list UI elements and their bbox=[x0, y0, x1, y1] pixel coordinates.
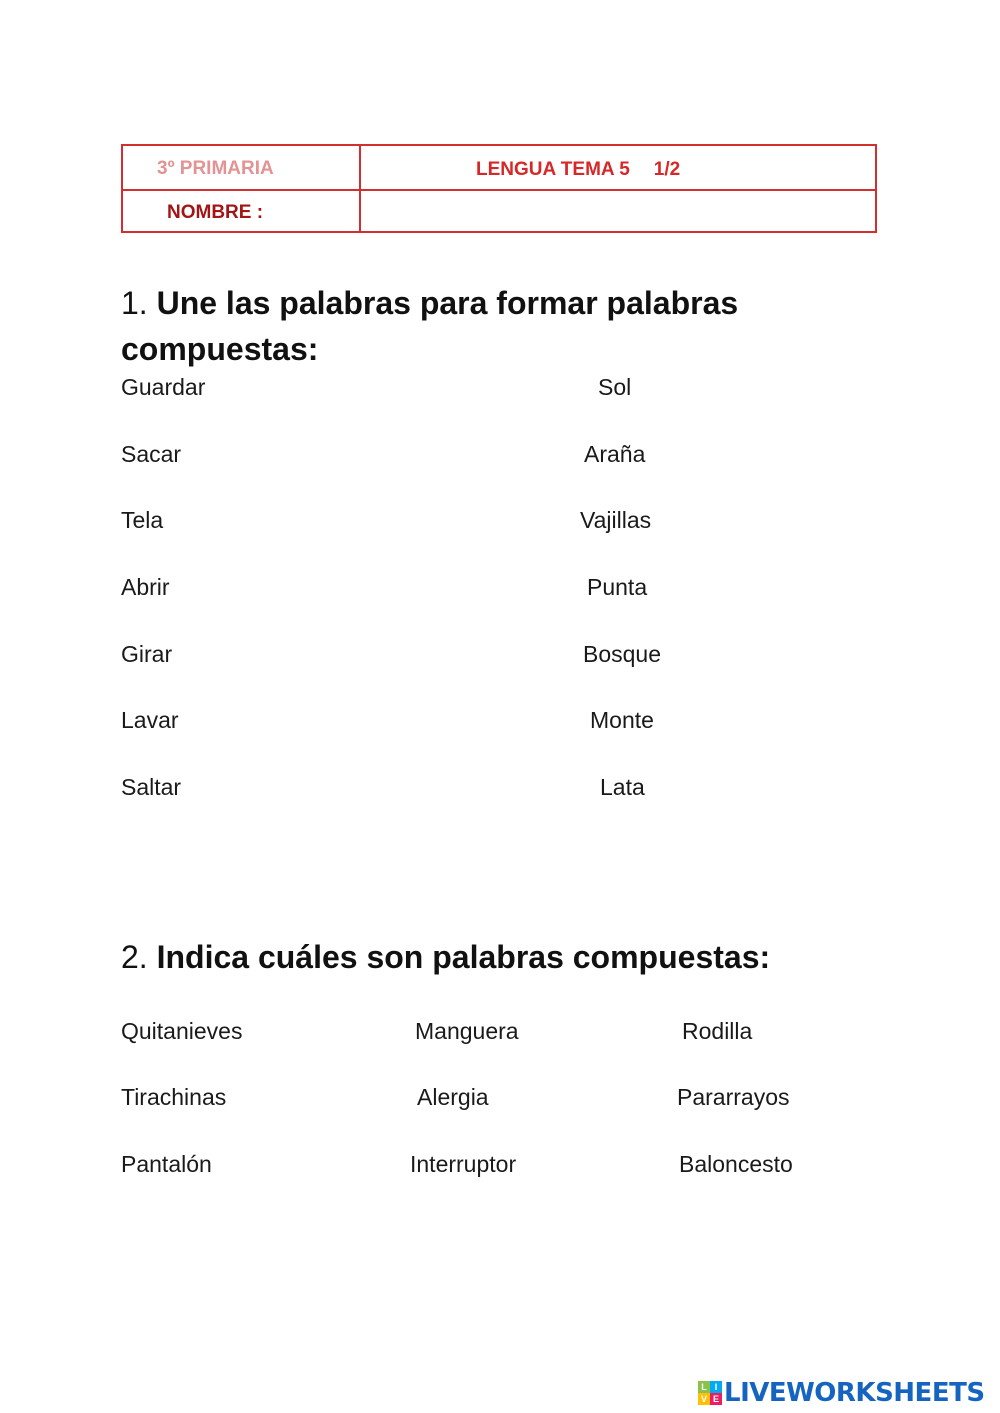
right-word[interactable]: Punta bbox=[587, 574, 648, 600]
left-word[interactable]: Lavar bbox=[121, 707, 179, 733]
exercise-2-heading bbox=[121, 934, 921, 980]
word-option[interactable]: Baloncesto bbox=[679, 1151, 793, 1177]
exercise-2-prompt: Indica cuáles son palabras compuestas: bbox=[156, 939, 771, 975]
right-word[interactable]: Bosque bbox=[583, 641, 662, 667]
worksheet-title-text: LENGUA TEMA 5 bbox=[476, 159, 630, 180]
logo-icon-letter: V bbox=[698, 1393, 710, 1405]
left-word[interactable]: Saltar bbox=[121, 774, 182, 800]
right-word[interactable]: Sol bbox=[598, 374, 632, 400]
name-label: NOMBRE : bbox=[167, 202, 264, 223]
logo-icon-letter: I bbox=[710, 1381, 722, 1393]
header-divider-horizontal bbox=[123, 189, 875, 191]
word-option[interactable]: Alergia bbox=[417, 1084, 489, 1110]
right-word[interactable]: Monte bbox=[590, 707, 654, 733]
left-word[interactable]: Abrir bbox=[121, 574, 170, 600]
word-option[interactable]: Manguera bbox=[415, 1018, 519, 1044]
left-word[interactable]: Guardar bbox=[121, 374, 206, 400]
exercise-1-heading bbox=[121, 280, 821, 372]
left-word[interactable]: Tela bbox=[121, 507, 164, 533]
liveworksheets-logo bbox=[698, 1378, 985, 1408]
logo-icon-letter: L bbox=[698, 1381, 710, 1393]
page-indicator: 1/2 bbox=[653, 159, 681, 180]
word-option[interactable]: Pararrayos bbox=[677, 1084, 790, 1110]
exercise-1-prompt: Une las palabras para formar palabras compuestas: bbox=[121, 285, 739, 367]
right-word[interactable]: Araña bbox=[584, 441, 646, 467]
liveworksheets-logo-icon bbox=[698, 1381, 722, 1405]
word-option[interactable]: Quitanieves bbox=[121, 1018, 243, 1044]
grade-label: 3º PRIMARIA bbox=[157, 158, 274, 179]
word-option[interactable]: Rodilla bbox=[682, 1018, 753, 1044]
right-word[interactable]: Lata bbox=[600, 774, 645, 800]
liveworksheets-logo-text: LIVEWORKSHEETS bbox=[724, 1378, 985, 1408]
exercise-1-number: 1. bbox=[121, 285, 148, 321]
word-option[interactable]: Pantalón bbox=[121, 1151, 212, 1177]
left-word[interactable]: Girar bbox=[121, 641, 173, 667]
word-option[interactable]: Tirachinas bbox=[121, 1084, 227, 1110]
word-option[interactable]: Interruptor bbox=[410, 1151, 517, 1177]
left-word[interactable]: Sacar bbox=[121, 441, 182, 467]
right-word[interactable]: Vajillas bbox=[580, 507, 652, 533]
exercise-2-number: 2. bbox=[121, 939, 148, 975]
logo-icon-letter: E bbox=[710, 1393, 722, 1405]
header-table bbox=[121, 144, 877, 233]
worksheet-title bbox=[476, 159, 680, 181]
